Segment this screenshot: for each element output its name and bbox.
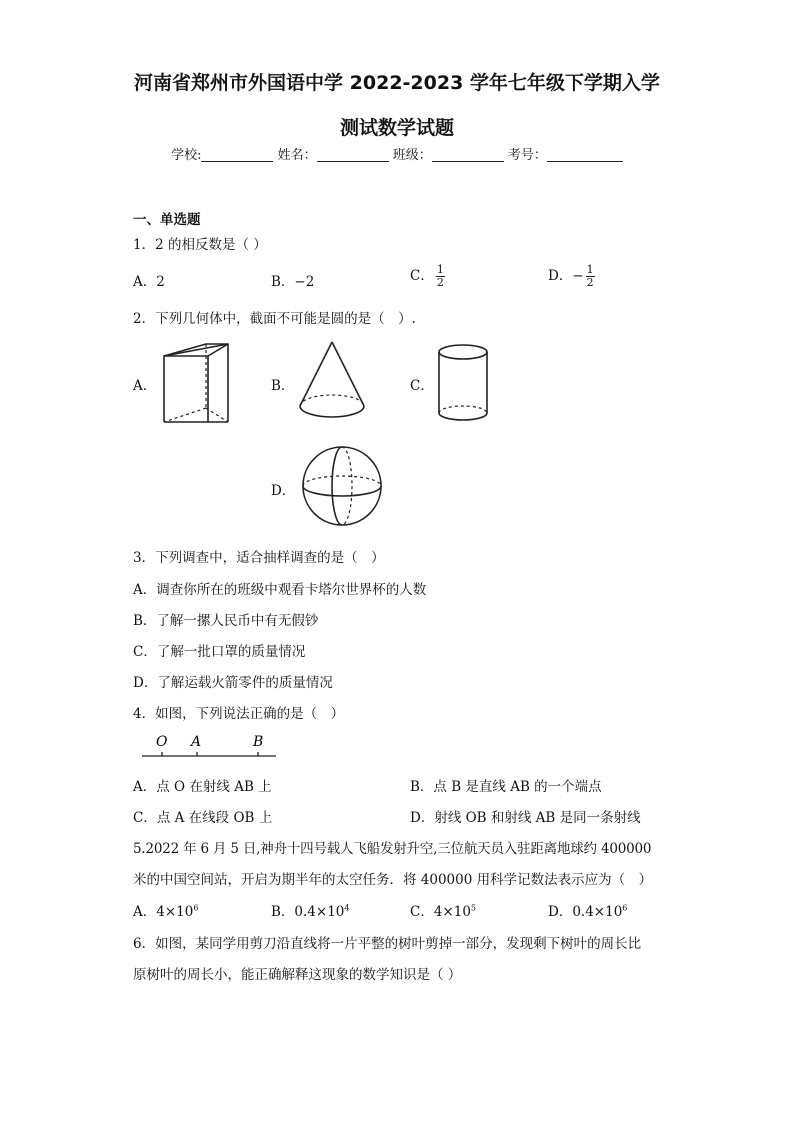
fraction-half — [436, 264, 445, 289]
option-base: D．0.4×10 — [548, 904, 623, 920]
question-3-stem: 3．下列调查中，适合抽样调查的是（ ） — [133, 550, 385, 566]
school-blank[interactable] — [201, 147, 273, 162]
question-4-option-d: D．射线 OB 和射线 AB 是同一条射线 — [410, 810, 641, 826]
option-exponent: 5 — [470, 903, 477, 913]
question-4-option-a: A．点 O 在射线 AB 上 — [133, 779, 272, 795]
question-5-option-c — [410, 900, 476, 920]
point-a-label: A — [191, 734, 202, 750]
question-1-option-b: B．−2 — [271, 274, 315, 290]
question-4-stem: 4．如图，下列说法正确的是（ ） — [133, 706, 345, 722]
question-3-option-d: D．了解运载火箭零件的质量情况 — [133, 675, 333, 691]
question-2-stem: 2．下列几何体中，截面不可能是圆的是（ ）. — [133, 311, 416, 327]
cylinder-figure — [438, 343, 490, 425]
question-1-option-a: A．2 — [133, 274, 165, 290]
question-1-stem: 1．2 的相反数是（ ） — [133, 237, 267, 253]
option-base: A．4×10 — [133, 904, 194, 920]
option-exponent: 6 — [622, 903, 628, 913]
cone-figure — [298, 340, 368, 420]
triangular-prism-figure — [160, 340, 232, 426]
class-label: 班级： — [392, 148, 432, 163]
sphere-figure — [301, 445, 383, 527]
point-o-label: O — [156, 734, 168, 750]
question-1-option-c — [410, 264, 445, 289]
student-info-line — [0, 144, 794, 163]
exam-no-blank[interactable] — [547, 147, 623, 162]
school-label: 学校: — [171, 148, 202, 163]
question-5-option-d — [548, 900, 627, 920]
question-5-option-b — [271, 900, 349, 920]
question-4-option-c: C．点 A 在线段 OB 上 — [133, 810, 273, 826]
option-base: C．4×10 — [410, 904, 471, 920]
option-d-prefix: D．− — [548, 268, 584, 284]
section-header: 一、单选题 — [133, 212, 201, 228]
question-2-option-b: B． — [271, 378, 295, 394]
exam-title-line1: 河南省郑州市外国语中学 2022-2023 学年七年级下学期入学 — [134, 72, 660, 94]
ray-diagram — [140, 730, 280, 760]
fraction-numerator: 1 — [586, 263, 594, 276]
option-exponent: 6 — [193, 903, 199, 913]
fraction-neg-half — [586, 264, 595, 289]
fraction-denominator: 2 — [586, 276, 594, 289]
question-5-stem-line1: 5.2022 年 6 月 5 日,神舟十四号载人飞船发射升空,三位航天员入驻距离地球约 400000 — [133, 841, 652, 857]
question-2-option-c: C． — [410, 378, 434, 394]
question-3-option-a: A．调查你所在的班级中观看卡塔尔世界杯的人数 — [133, 582, 427, 598]
name-blank[interactable] — [317, 147, 389, 162]
question-2-option-d: D． — [271, 483, 296, 499]
question-3-option-c: C．了解一批口罩的质量情况 — [133, 644, 306, 660]
name-label: 姓名： — [277, 148, 317, 163]
question-5-stem-line2: 米的中国空间站，开启为期半年的太空任务．将 400000 用科学记数法表示应为（ ） — [133, 872, 653, 888]
fraction-denominator: 2 — [436, 276, 444, 289]
option-c-prefix: C． — [410, 268, 434, 284]
option-base: B．0.4×10 — [271, 904, 345, 920]
class-blank[interactable] — [432, 147, 504, 162]
exam-no-label: 考号： — [507, 148, 547, 163]
fraction-numerator: 1 — [436, 263, 444, 276]
question-2-option-a: A． — [133, 378, 157, 394]
question-6-stem-line1: 6．如图，某同学用剪刀沿直线将一片平整的树叶剪掉一部分，发现剩下树叶的周长比 — [133, 936, 642, 952]
point-b-label: B — [253, 734, 264, 750]
question-6-stem-line2: 原树叶的周长小，能正确解释这现象的数学知识是（ ） — [133, 967, 462, 983]
question-5-option-a — [133, 900, 198, 920]
question-1-option-d — [548, 264, 595, 289]
question-4-option-b: B．点 B 是直线 AB 的一个端点 — [410, 779, 602, 795]
exam-title-line2: 测试数学试题 — [339, 117, 454, 139]
question-3-option-b: B．了解一摞人民币中有无假钞 — [133, 613, 319, 629]
option-exponent: 4 — [344, 903, 350, 913]
